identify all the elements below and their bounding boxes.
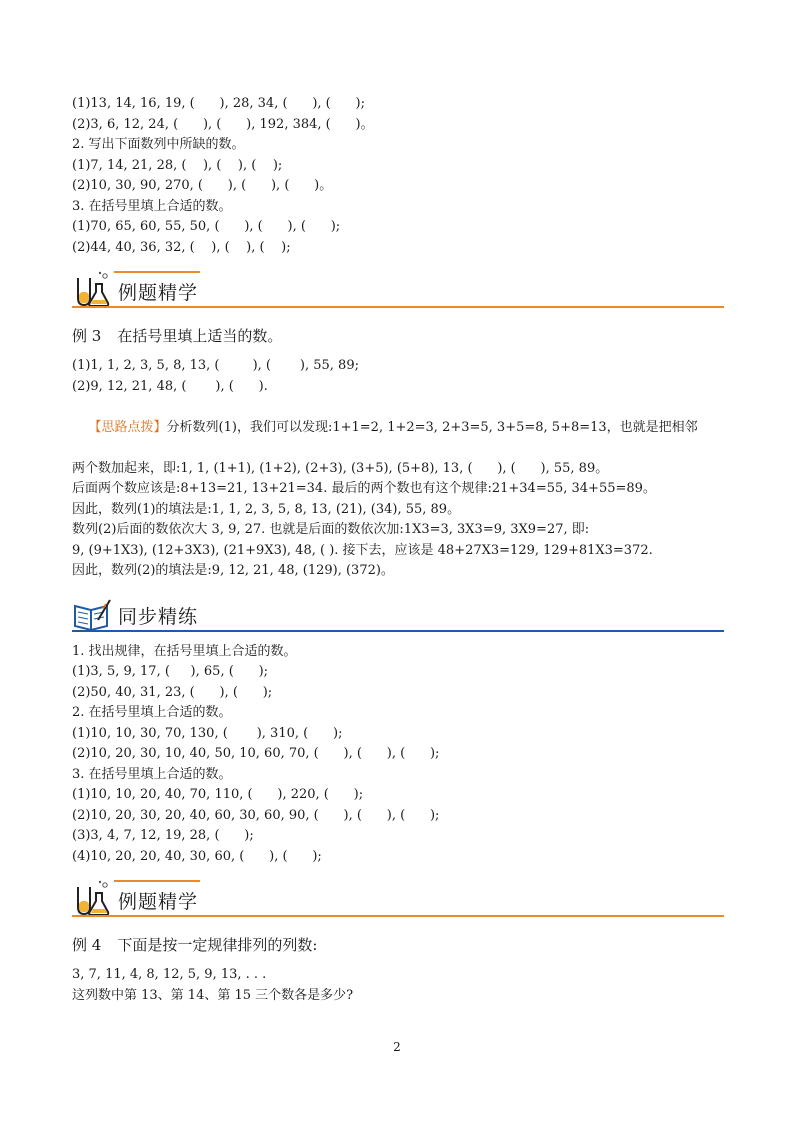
header-overline [114, 271, 200, 273]
text-line: (2)10, 30, 90, 270, ( ), ( ), ( )。 [72, 178, 333, 193]
page-number: 2 [393, 1040, 401, 1054]
text-line: (1)3, 5, 9, 17, ( ), 65, ( ); [72, 664, 269, 679]
section-header-example [72, 875, 724, 919]
text-line: 9, (9+1X3), (12+3X3), (21+9X3), 48, ( ). 接下去，应该是 48+27X3=129, 129+81X3=372. [72, 542, 653, 558]
text-line: (1)70, 65, 60, 55, 50, ( ), ( ), ( ); [72, 219, 341, 234]
section-header-example [72, 266, 724, 310]
text-line: 3. 在括号里填上合适的数。 [72, 766, 232, 782]
text-line: (1)13, 14, 16, 19, ( ), 28, 34, ( ), ( ); [72, 96, 365, 111]
text-line: (3)3, 4, 7, 12, 19, 28, ( ); [72, 828, 254, 843]
text-line: 2. 在括号里填上合适的数。 [72, 705, 232, 720]
hint-tag: 【思路点拨】 [88, 419, 167, 435]
section-header-practice [72, 590, 724, 634]
text-line: (2)3, 6, 12, 24, ( ), ( ), 192, 384, ( )。 [72, 116, 374, 132]
text-line: 两个数加起来，即:1, 1, (1+1), (1+2), (2+3), (3+5), (5+8), 13, ( ), ( ), 55, 89。 [72, 460, 609, 476]
text-line: 3. 在括号里填上合适的数。 [72, 198, 232, 214]
book-icon [72, 594, 112, 632]
text-line: (1)10, 10, 20, 40, 70, 110, ( ), 220, ( ); [72, 787, 364, 802]
text-line: (2)10, 20, 30, 20, 40, 60, 30, 60, 90, ( ), ( ), ( ); [72, 807, 440, 823]
example-3-heading [72, 324, 724, 348]
example-label: 例 3 [72, 327, 102, 345]
text-line: (1)7, 14, 21, 28, ( ), ( ), ( ); [72, 157, 283, 173]
text-line: 因此，数列(2)的填法是:9, 12, 21, 48, (129), (372)。 [72, 563, 394, 578]
text-line: (2)9, 12, 21, 48, ( ), ( ). [72, 378, 268, 394]
example-4-heading [72, 933, 724, 957]
document-page [72, 94, 724, 1006]
example-label: 例 4 [72, 936, 102, 954]
header-rule [72, 915, 724, 917]
text-line: (1)1, 1, 2, 3, 5, 8, 13, ( ), ( ), 55, 89; [72, 358, 359, 373]
text-line: 因此，数列(1)的填法是:1, 1, 2, 3, 5, 8, 13, (21), (34), 55, 89。 [72, 501, 461, 517]
hint-line [72, 397, 724, 459]
text-line: 2. 写出下面数列中所缺的数。 [72, 137, 245, 152]
header-rule [72, 306, 724, 308]
text-line: (4)10, 20, 20, 40, 30, 60, ( ), ( ); [72, 848, 322, 864]
header-overline [114, 880, 200, 882]
text-line: (2)44, 40, 36, 32, ( ), ( ), ( ); [72, 239, 291, 255]
text-line: (2)50, 40, 31, 23, ( ), ( ); [72, 684, 273, 700]
example-prompt: 在括号里填上适当的数。 [117, 327, 283, 345]
text-line: 后面两个数应该是:8+13=21, 13+21=34. 最后的两个数也有这个规律:21+34=55, 34+55=89。 [72, 481, 656, 496]
text-line: 3, 7, 11, 4, 8, 12, 5, 9, 13, . . . [72, 967, 267, 982]
hint-text: 分析数列(1)，我们可以发现:1+1=2, 1+2=3, 2+3=5, 3+5=8, 5+8=13，也就是把相邻 [166, 419, 698, 435]
section-title: 例题精学 [118, 282, 199, 304]
text-line: (2)10, 20, 30, 10, 40, 50, 10, 60, 70, ( ), ( ), ( ); [72, 746, 440, 761]
flask-icon [72, 879, 112, 917]
text-line: 1. 找出规律，在括号里填上合适的数。 [72, 643, 297, 659]
section-title: 同步精练 [118, 605, 199, 628]
example-prompt: 下面是按一定规律排列的列数: [117, 936, 318, 954]
top-exercise-block [72, 94, 724, 258]
header-rule [72, 630, 724, 632]
flask-icon [72, 270, 112, 308]
section-title: 例题精学 [118, 891, 199, 913]
text-line: (1)10, 10, 30, 70, 130, ( ), 310, ( ); [72, 725, 343, 741]
practice-block [72, 642, 724, 868]
text-line: 这列数中第 13、第 14、第 15 三个数各是多少? [72, 987, 354, 1003]
text-line: 数列(2)后面的数依次大 3, 9, 27. 也就是后面的数依次加:1X3=3, 3X3=9, 3X9=27, 即: [72, 522, 590, 537]
